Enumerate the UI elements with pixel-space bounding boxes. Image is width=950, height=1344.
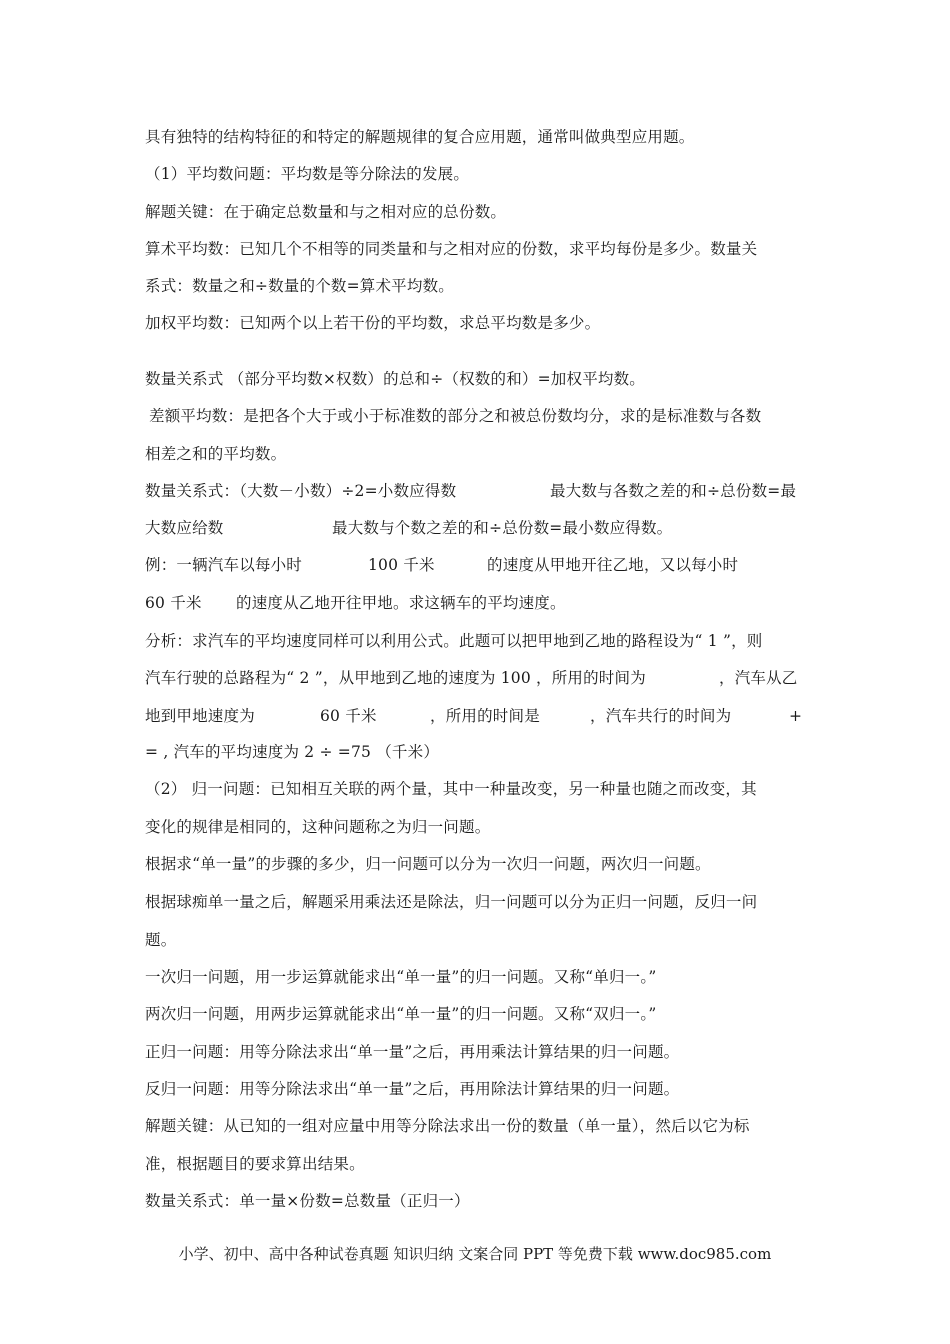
relation-text: 大数应给数 xyxy=(145,519,224,537)
analysis-text: 汽车行驶的总路程为“ 2 ”，从甲地到乙地的速度为 100 ，所用的时间为 xyxy=(145,669,646,687)
analysis-text: 60 千米 xyxy=(320,707,377,725)
text-line: 解题关键：在于确定总数量和与之相对应的总份数。 xyxy=(145,203,507,221)
example-text: 的速度从甲地开往乙地，又以每小时 xyxy=(487,556,739,574)
text-line: 数量关系式 （部分平均数×权数）的总和÷（权数的和）=加权平均数。 xyxy=(145,370,645,388)
text-line: 变化的规律是相同的，这种问题称之为归一问题。 xyxy=(145,818,491,836)
example-text: 60 千米 xyxy=(145,594,202,612)
text-line: 系式：数量之和÷数量的个数=算术平均数。 xyxy=(145,277,454,295)
analysis-text: 分析：求汽车的平均速度同样可以利用公式。此题可以把甲地到乙地的路程设为“ 1 ”，则 xyxy=(145,632,763,650)
text-line: 具有独特的结构特征的和特定的解题规律的复合应用题，通常叫做典型应用题。 xyxy=(145,128,695,146)
analysis-text: ，所用的时间是 xyxy=(430,707,540,725)
text-line: 准，根据题目的要求算出结果。 xyxy=(145,1155,365,1173)
analysis-text: 地到甲地速度为 xyxy=(145,707,255,725)
example-text: 100 千米 xyxy=(368,556,435,574)
text-line: 正归一问题：用等分除法求出“单一量”之后，再用乘法计算结果的归一问题。 xyxy=(145,1043,680,1061)
text-line: 相差之和的平均数。 xyxy=(145,445,287,463)
text-line: 算术平均数：已知几个不相等的同类量和与之相对应的份数，求平均每份是多少。数量关 xyxy=(145,240,758,258)
text-line: 加权平均数：已知两个以上若干份的平均数，求总平均数是多少。 xyxy=(145,314,601,332)
example-text: 的速度从乙地开往甲地。求这辆车的平均速度。 xyxy=(236,594,566,612)
text-line: 两次归一问题，用两步运算就能求出“单一量”的归一问题。又称“双归一。” xyxy=(145,1005,657,1023)
page-footer: 小学、初中、高中各种试卷真题 知识归纳 文案合同 PPT 等免费下载 www.doc985.com xyxy=(178,1245,772,1263)
analysis-text: + xyxy=(789,707,803,725)
text-line: 根据球痴单一量之后，解题采用乘法还是除法，归一问题可以分为正归一问题，反归一问 xyxy=(145,893,758,911)
analysis-text: = , 汽车的平均速度为 2 ÷ =75 （千米） xyxy=(145,743,440,761)
text-line: 根据求“单一量”的步骤的多少，归一问题可以分为一次归一问题，两次归一问题。 xyxy=(145,855,711,873)
text-line: 数量关系式：单一量×份数=总数量（正归一） xyxy=(145,1192,470,1210)
relation-text: 最大数与各数之差的和÷总份数=最 xyxy=(550,482,797,500)
analysis-text: ，汽车共行的时间为 xyxy=(590,707,732,725)
text-line: 一次归一问题，用一步运算就能求出“单一量”的归一问题。又称“单归一。” xyxy=(145,968,657,986)
text-line: 反归一问题：用等分除法求出“单一量”之后，再用除法计算结果的归一问题。 xyxy=(145,1080,680,1098)
text-line: 题。 xyxy=(145,931,177,949)
text-line: 差额平均数：是把各个大于或小于标准数的部分之和被总份数均分，求的是标准数与各数 xyxy=(149,407,762,425)
text-line: 解题关键：从已知的一组对应量中用等分除法求出一份的数量（单一量），然后以它为标 xyxy=(145,1117,750,1135)
example-text: 例：一辆汽车以每小时 xyxy=(145,556,303,574)
text-line: （2） 归一问题：已知相互关联的两个量，其中一种量改变，另一种量也随之而改变，其 xyxy=(145,780,757,798)
relation-text: 数量关系式：（大数－小数）÷2=小数应得数 xyxy=(145,482,457,500)
analysis-text: ，汽车从乙 xyxy=(719,669,798,687)
relation-text: 最大数与个数之差的和÷总份数=最小数应得数。 xyxy=(332,519,673,537)
text-line: （1）平均数问题：平均数是等分除法的发展。 xyxy=(145,165,470,183)
